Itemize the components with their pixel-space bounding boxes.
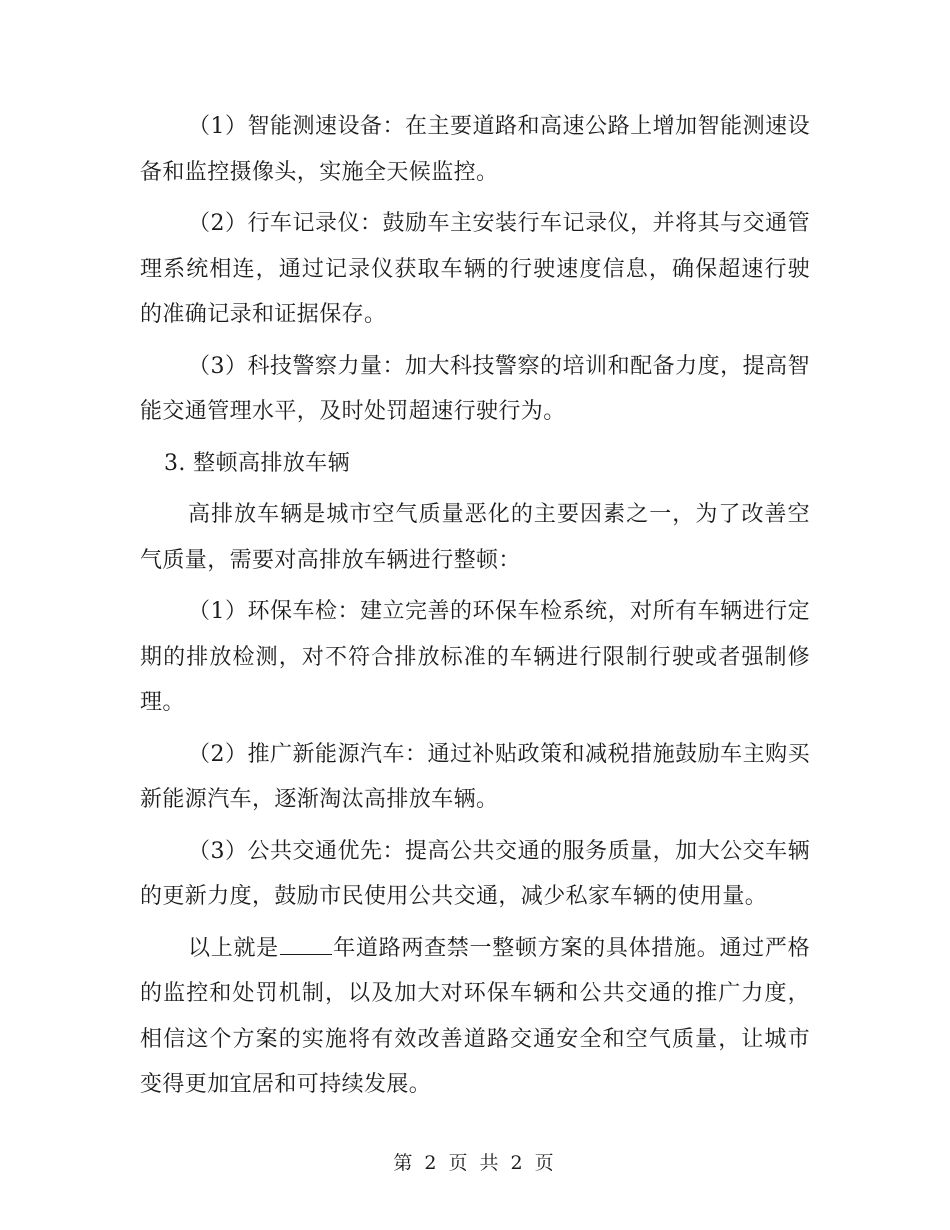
paragraph-eco-inspection: （1）环保车检：建立完善的环保车检系统，对所有车辆进行定期的排放检测，对不符合排放标准的车辆进行限制行驶或者强制修理。 [140, 599, 810, 715]
paragraph-speed-camera: （1）智能测速设备：在主要道路和高速公路上增加智能测速设备和监控摄像头，实施全天候监控。 [140, 114, 810, 185]
conclusion-suffix: 年道路两查禁一整顿方案的具体措施。通过严格的监控和处罚机制，以及加大对环保车辆和公共交通的推广力度，相信这个方案的实施将有效改善道路交通安全和空气质量，让城市变得更加宜居和可持续发展。 [140, 935, 810, 1097]
paragraph-tech-police: （3）科技警察力量：加大科技警察的培训和配备力度，提高智能交通管理水平，及时处罚超速行驶行为。 [140, 353, 810, 424]
paragraph-new-energy: （2）推广新能源汽车：通过补贴政策和减税措施鼓励车主购买新能源汽车，逐渐淘汰高排放车辆。 [140, 741, 810, 812]
section-heading-high-emission: 3. 整顿高排放车辆 [164, 450, 350, 476]
paragraph-high-emission-intro: 高排放车辆是城市空气质量恶化的主要因素之一，为了改善空气质量，需要对高排放车辆进行整顿： [140, 502, 810, 573]
document-body [140, 104, 810, 1114]
year-blank [280, 934, 332, 955]
conclusion-prefix: 以上就是 [188, 935, 279, 961]
paragraph-conclusion [140, 926, 810, 1108]
page-number-footer: 第 2 页 共 2 页 [393, 1152, 557, 1174]
paragraph-public-transit: （3）公共交通优先：提高公共交通的服务质量，加大公交车辆的更新力度，鼓励市民使用公共交通，减少私家车辆的使用量。 [140, 838, 810, 909]
paragraph-dashcam: （2）行车记录仪：鼓励车主安装行车记录仪，并将其与交通管理系统相连，通过记录仪获取车辆的行驶速度信息，确保超速行驶的准确记录和证据保存。 [140, 211, 810, 327]
